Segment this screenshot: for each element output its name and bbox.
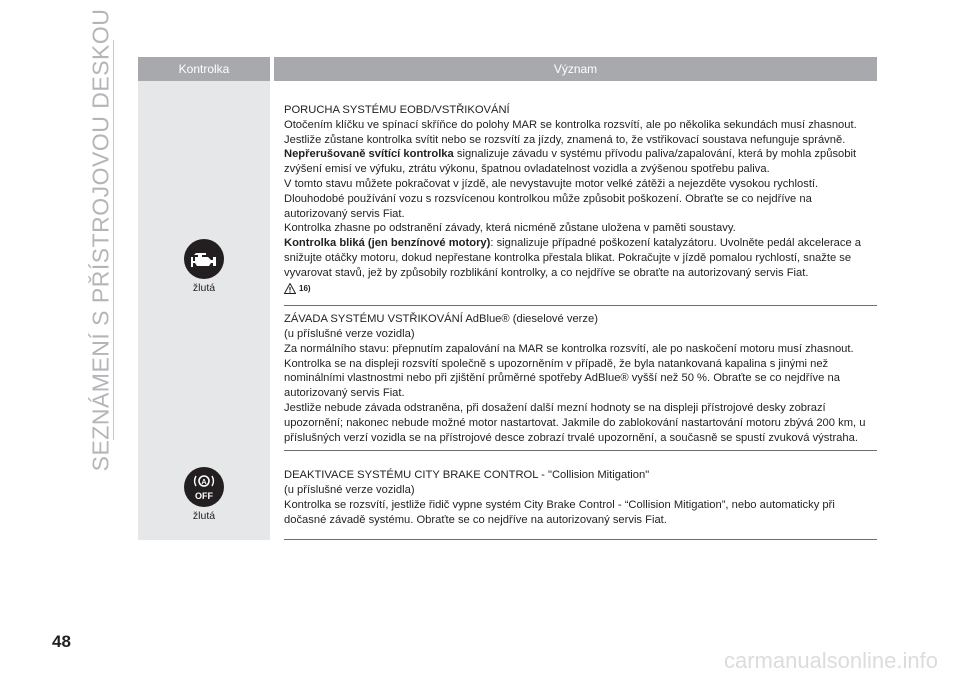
paragraph (284, 147, 877, 177)
side-divider (113, 40, 114, 440)
paragraph: Jestliže zůstane kontrolka svítit nebo se rozsvítí za jízdy, znamená to, že vstřikovací soustava nefunguje správně. (284, 133, 846, 146)
side-section-title (86, 8, 116, 472)
warning-triangle-icon (284, 283, 296, 294)
engine-check-icon (184, 239, 224, 279)
page-number: 48 (52, 632, 71, 651)
paragraph: Kontrolka se rozsvítí, jestliže řidič vypne systém City Brake Control - “Collision Mitigation”, nebo automaticky při dočasné závadě systému. Obraťte se co nejdříve na autorizovaný servis Fiat. (284, 499, 835, 526)
warning-reference: 16) (299, 283, 311, 293)
paragraph: Kontrolka zhasne po odstranění závady, která nicméně zůstane uložena v paměti soustavy. (284, 222, 736, 235)
side-title-text: SEZNÁMENÍ S PŘÍSTROJOVOU DESKOU (87, 8, 114, 472)
table-header (138, 57, 877, 81)
description-cell (274, 81, 877, 451)
description-segment (284, 81, 877, 306)
icon-color-label: žlutá (192, 281, 216, 294)
segment-heading: DEAKTIVACE SYSTÉMU CITY BRAKE CONTROL - "Collision Mitigation" (284, 469, 650, 482)
city-brake-off-icon (184, 467, 224, 507)
description-segment (284, 451, 877, 539)
header-kontrolka: Kontrolka (138, 57, 270, 81)
header-vyznam: Význam (274, 57, 877, 81)
version-note: (u příslušné verze vozidla) (284, 484, 415, 497)
paragraph-text: signalizuje závadu v systému přívodu paliva/zapalování, která by mohla způsobit zvýšení emisí ve výfuku, ztrátu výkonu, špatnou ovladatelnost vozidla a zvýšenou spotřebu paliva. (284, 148, 857, 176)
version-note: (u příslušné verze vozidla) (284, 328, 415, 341)
svg-text:A: A (201, 479, 207, 487)
paragraph-text: : signalizuje případné poškození katalyzátoru. Uvolněte pedál akcelerace a snižujte otáčky motoru, dokud nepřestane kontrolka přestala blikat. Pokračujte v jízdě pomalou rychlostí, snažte se vyvarovat stavů, jež by způsobily rozblikání kontrolky, a co nejdříve se obraťte na autorizovaný servis Fiat. (284, 237, 862, 279)
description-segment (284, 306, 877, 451)
table-row (138, 451, 877, 539)
paragraph (284, 236, 877, 280)
icon-off-text: OFF (195, 491, 213, 502)
paragraph: Za normálního stavu: přepnutím zapalování na MAR se kontrolka rozsvítí, ale po naskočení motoru musí zhasnout. Kontrolka se na displeji rozsvítí společně s upozorněním v případě, že byla natankovaná kapalina s jinými než nominálními vlastnostmi nebo při zjištění průměrné spotřeby AdBlue® vyšší než 50 %. Obraťte se co nejdříve na autorizovaný servis Fiat. (284, 342, 854, 400)
icon-cell (138, 451, 270, 539)
table-row (138, 81, 877, 451)
watermark: carmanualsonline.info (723, 648, 938, 673)
bold-term: Nepřerušovaně svítící kontrolka (284, 148, 454, 161)
description-cell (274, 451, 877, 539)
warning-lights-table (138, 57, 877, 540)
warning-note (284, 282, 311, 297)
icon-cell (138, 81, 270, 451)
paragraph: V tomto stavu můžete pokračovat v jízdě, ale nevystavujte motor velké zátěži a nejezděte vysokou rychlostí. Dlouhodobé používání vozu s rozsvícenou kontrolkou může způsobit poškození. Obraťte se co nejdříve na autorizovaný servis Fiat. (284, 177, 819, 220)
icon-color-label: žlutá (192, 510, 216, 523)
paragraph: Otočením klíčku ve spínací skříňce do polohy MAR se kontrolka rozsvítí, ale po několika sekundách musí zhasnout. (284, 118, 857, 131)
bold-term: Kontrolka bliká (jen benzínové motory) (284, 237, 491, 250)
segment-heading: ZÁVADA SYSTÉMU VSTŘIKOVÁNÍ AdBlue® (dieselové verze) (284, 313, 598, 326)
paragraph: Jestliže nebude závada odstraněna, při dosažení další mezní hodnoty se na displeji přístrojové desky zobrazí upozornění; nakonec nebude možné motor nastartovat. Jakmile do zablokování nastartování motoru zbývá 200 km, u příslušných verzí vozidla se na přístrojové desce zobrazí trvalé upozornění, a současně se spustí zvuková výstraha. (284, 402, 866, 444)
segment-heading: PORUCHA SYSTÉMU EOBD/VSTŘIKOVÁNÍ (284, 104, 510, 116)
